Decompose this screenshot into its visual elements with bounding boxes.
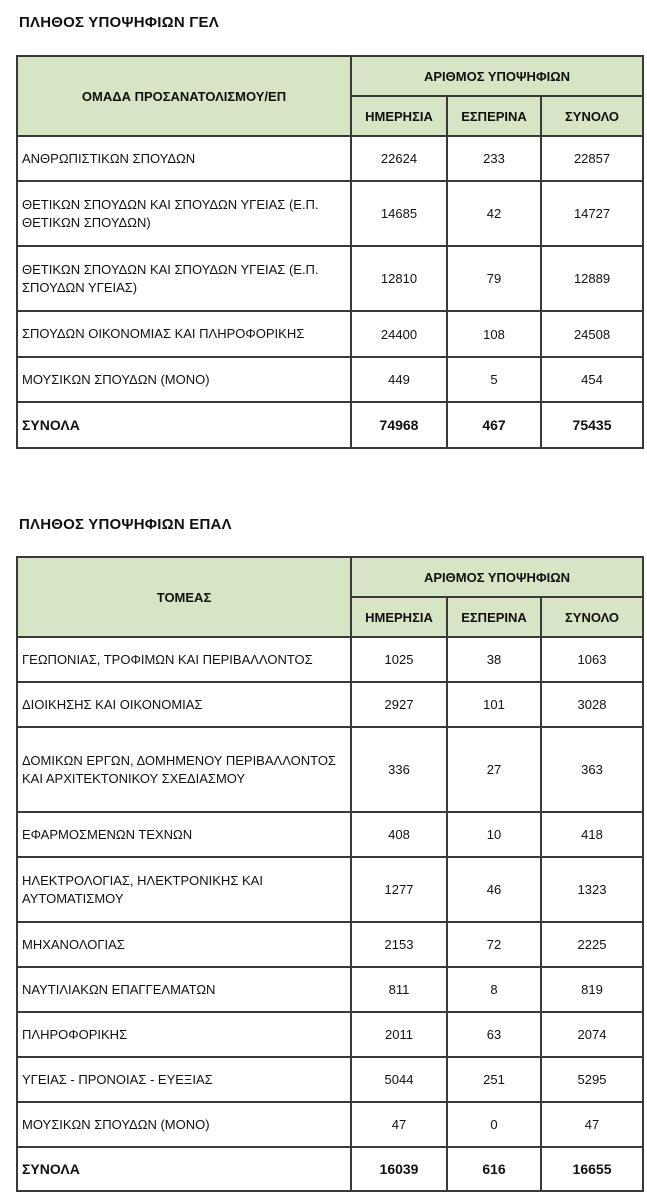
table-row [17, 1102, 643, 1147]
totals-row [17, 402, 643, 448]
gel-section-title: ΠΛΗΘΟΣ ΥΠΟΨΗΦΙΩΝ ΓΕΛ [19, 14, 219, 31]
row-label: ΝΑΥΤΙΛΙΑΚΩΝ ΕΠΑΓΓΕΛΜΑΤΩΝ [17, 967, 351, 1012]
epal-col-day: ΗΜΕΡΗΣΙΑ [351, 597, 447, 637]
epal-col-evening: ΕΣΠΕΡΙΝΑ [447, 597, 541, 637]
row-label: ΓΕΩΠΟΝΙΑΣ, ΤΡΟΦΙΜΩΝ ΚΑΙ ΠΕΡΙΒΑΛΛΟΝΤΟΣ [17, 637, 351, 682]
epal-candidates-table [16, 556, 644, 1192]
row-day: 24400 [351, 311, 447, 357]
gel-candidates-table [16, 55, 644, 449]
epal-header-group: ΤΟΜΕΑΣ [17, 557, 351, 637]
row-evening: 79 [447, 246, 541, 311]
table-row [17, 727, 643, 812]
table-row [17, 922, 643, 967]
row-evening: 5 [447, 357, 541, 402]
totals-total: 75435 [541, 402, 643, 448]
totals-day: 74968 [351, 402, 447, 448]
gel-col-total: ΣΥΝΟΛΟ [541, 96, 643, 136]
row-total: 24508 [541, 311, 643, 357]
row-label: ΔΙΟΙΚΗΣΗΣ ΚΑΙ ΟΙΚΟΝΟΜΙΑΣ [17, 682, 351, 727]
totals-day: 16039 [351, 1147, 447, 1191]
row-total: 363 [541, 727, 643, 812]
row-day: 22624 [351, 136, 447, 181]
row-total: 418 [541, 812, 643, 857]
totals-evening: 616 [447, 1147, 541, 1191]
row-label: ΜΟΥΣΙΚΩΝ ΣΠΟΥΔΩΝ (ΜΟΝΟ) [17, 357, 351, 402]
row-evening: 63 [447, 1012, 541, 1057]
row-evening: 108 [447, 311, 541, 357]
table-row [17, 682, 643, 727]
row-evening: 42 [447, 181, 541, 246]
row-total: 1063 [541, 637, 643, 682]
row-total: 2225 [541, 922, 643, 967]
row-evening: 8 [447, 967, 541, 1012]
totals-row [17, 1147, 643, 1191]
gel-col-day: ΗΜΕΡΗΣΙΑ [351, 96, 447, 136]
row-evening: 233 [447, 136, 541, 181]
table-row [17, 967, 643, 1012]
row-total: 819 [541, 967, 643, 1012]
totals-label: ΣΥΝΟΛΑ [17, 1147, 351, 1191]
row-evening: 46 [447, 857, 541, 922]
row-day: 47 [351, 1102, 447, 1147]
table-row [17, 1012, 643, 1057]
epal-col-total: ΣΥΝΟΛΟ [541, 597, 643, 637]
row-total: 5295 [541, 1057, 643, 1102]
row-evening: 10 [447, 812, 541, 857]
table-row [17, 857, 643, 922]
row-evening: 38 [447, 637, 541, 682]
table-row [17, 136, 643, 181]
totals-evening: 467 [447, 402, 541, 448]
row-total: 454 [541, 357, 643, 402]
row-evening: 72 [447, 922, 541, 967]
row-evening: 0 [447, 1102, 541, 1147]
row-label: ΥΓΕΙΑΣ - ΠΡΟΝΟΙΑΣ - ΕΥΕΞΙΑΣ [17, 1057, 351, 1102]
row-day: 408 [351, 812, 447, 857]
row-evening: 27 [447, 727, 541, 812]
row-day: 2927 [351, 682, 447, 727]
epal-header-count: ΑΡΙΘΜΟΣ ΥΠΟΨΗΦΙΩΝ [351, 557, 643, 597]
row-label: ΠΛΗΡΟΦΟΡΙΚΗΣ [17, 1012, 351, 1057]
row-label: ΑΝΘΡΩΠΙΣΤΙΚΩΝ ΣΠΟΥΔΩΝ [17, 136, 351, 181]
row-total: 3028 [541, 682, 643, 727]
totals-label: ΣΥΝΟΛΑ [17, 402, 351, 448]
totals-total: 16655 [541, 1147, 643, 1191]
row-total: 1323 [541, 857, 643, 922]
epal-section-title: ΠΛΗΘΟΣ ΥΠΟΨΗΦΙΩΝ ΕΠΑΛ [19, 516, 232, 533]
gel-header-group: ΟΜΑΔΑ ΠΡΟΣΑΝΑΤΟΛΙΣΜΟΥ/ΕΠ [17, 56, 351, 136]
table-row [17, 1057, 643, 1102]
row-day: 811 [351, 967, 447, 1012]
table-row [17, 246, 643, 311]
row-label: ΜΟΥΣΙΚΩΝ ΣΠΟΥΔΩΝ (ΜΟΝΟ) [17, 1102, 351, 1147]
table-row [17, 357, 643, 402]
row-day: 336 [351, 727, 447, 812]
row-day: 449 [351, 357, 447, 402]
row-label: ΣΠΟΥΔΩΝ ΟΙΚΟΝΟΜΙΑΣ ΚΑΙ ΠΛΗΡΟΦΟΡΙΚΗΣ [17, 311, 351, 357]
row-label: ΘΕΤΙΚΩΝ ΣΠΟΥΔΩΝ ΚΑΙ ΣΠΟΥΔΩΝ ΥΓΕΙΑΣ (Ε.Π. ΘΕΤΙΚΩΝ ΣΠΟΥΔΩΝ) [17, 181, 351, 246]
row-label: ΔΟΜΙΚΩΝ ΕΡΓΩΝ, ΔΟΜΗΜΕΝΟΥ ΠΕΡΙΒΑΛΛΟΝΤΟΣ ΚΑΙ ΑΡΧΙΤΕΚΤΟΝΙΚΟΥ ΣΧΕΔΙΑΣΜΟΥ [17, 727, 351, 812]
row-day: 1025 [351, 637, 447, 682]
row-evening: 251 [447, 1057, 541, 1102]
row-label: ΘΕΤΙΚΩΝ ΣΠΟΥΔΩΝ ΚΑΙ ΣΠΟΥΔΩΝ ΥΓΕΙΑΣ (Ε.Π. ΣΠΟΥΔΩΝ ΥΓΕΙΑΣ) [17, 246, 351, 311]
table-row [17, 812, 643, 857]
row-label: ΗΛΕΚΤΡΟΛΟΓΙΑΣ, ΗΛΕΚΤΡΟΝΙΚΗΣ ΚΑΙ ΑΥΤΟΜΑΤΙΣΜΟΥ [17, 857, 351, 922]
table-row [17, 311, 643, 357]
row-total: 12889 [541, 246, 643, 311]
table-row [17, 181, 643, 246]
gel-header-count: ΑΡΙΘΜΟΣ ΥΠΟΨΗΦΙΩΝ [351, 56, 643, 96]
row-day: 5044 [351, 1057, 447, 1102]
row-total: 22857 [541, 136, 643, 181]
row-day: 2011 [351, 1012, 447, 1057]
row-evening: 101 [447, 682, 541, 727]
row-total: 2074 [541, 1012, 643, 1057]
row-day: 1277 [351, 857, 447, 922]
row-total: 14727 [541, 181, 643, 246]
row-label: ΜΗΧΑΝΟΛΟΓΙΑΣ [17, 922, 351, 967]
row-day: 14685 [351, 181, 447, 246]
row-total: 47 [541, 1102, 643, 1147]
row-label: ΕΦΑΡΜΟΣΜΕΝΩΝ ΤΕΧΝΩΝ [17, 812, 351, 857]
table-row [17, 637, 643, 682]
row-day: 12810 [351, 246, 447, 311]
gel-col-evening: ΕΣΠΕΡΙΝΑ [447, 96, 541, 136]
row-day: 2153 [351, 922, 447, 967]
